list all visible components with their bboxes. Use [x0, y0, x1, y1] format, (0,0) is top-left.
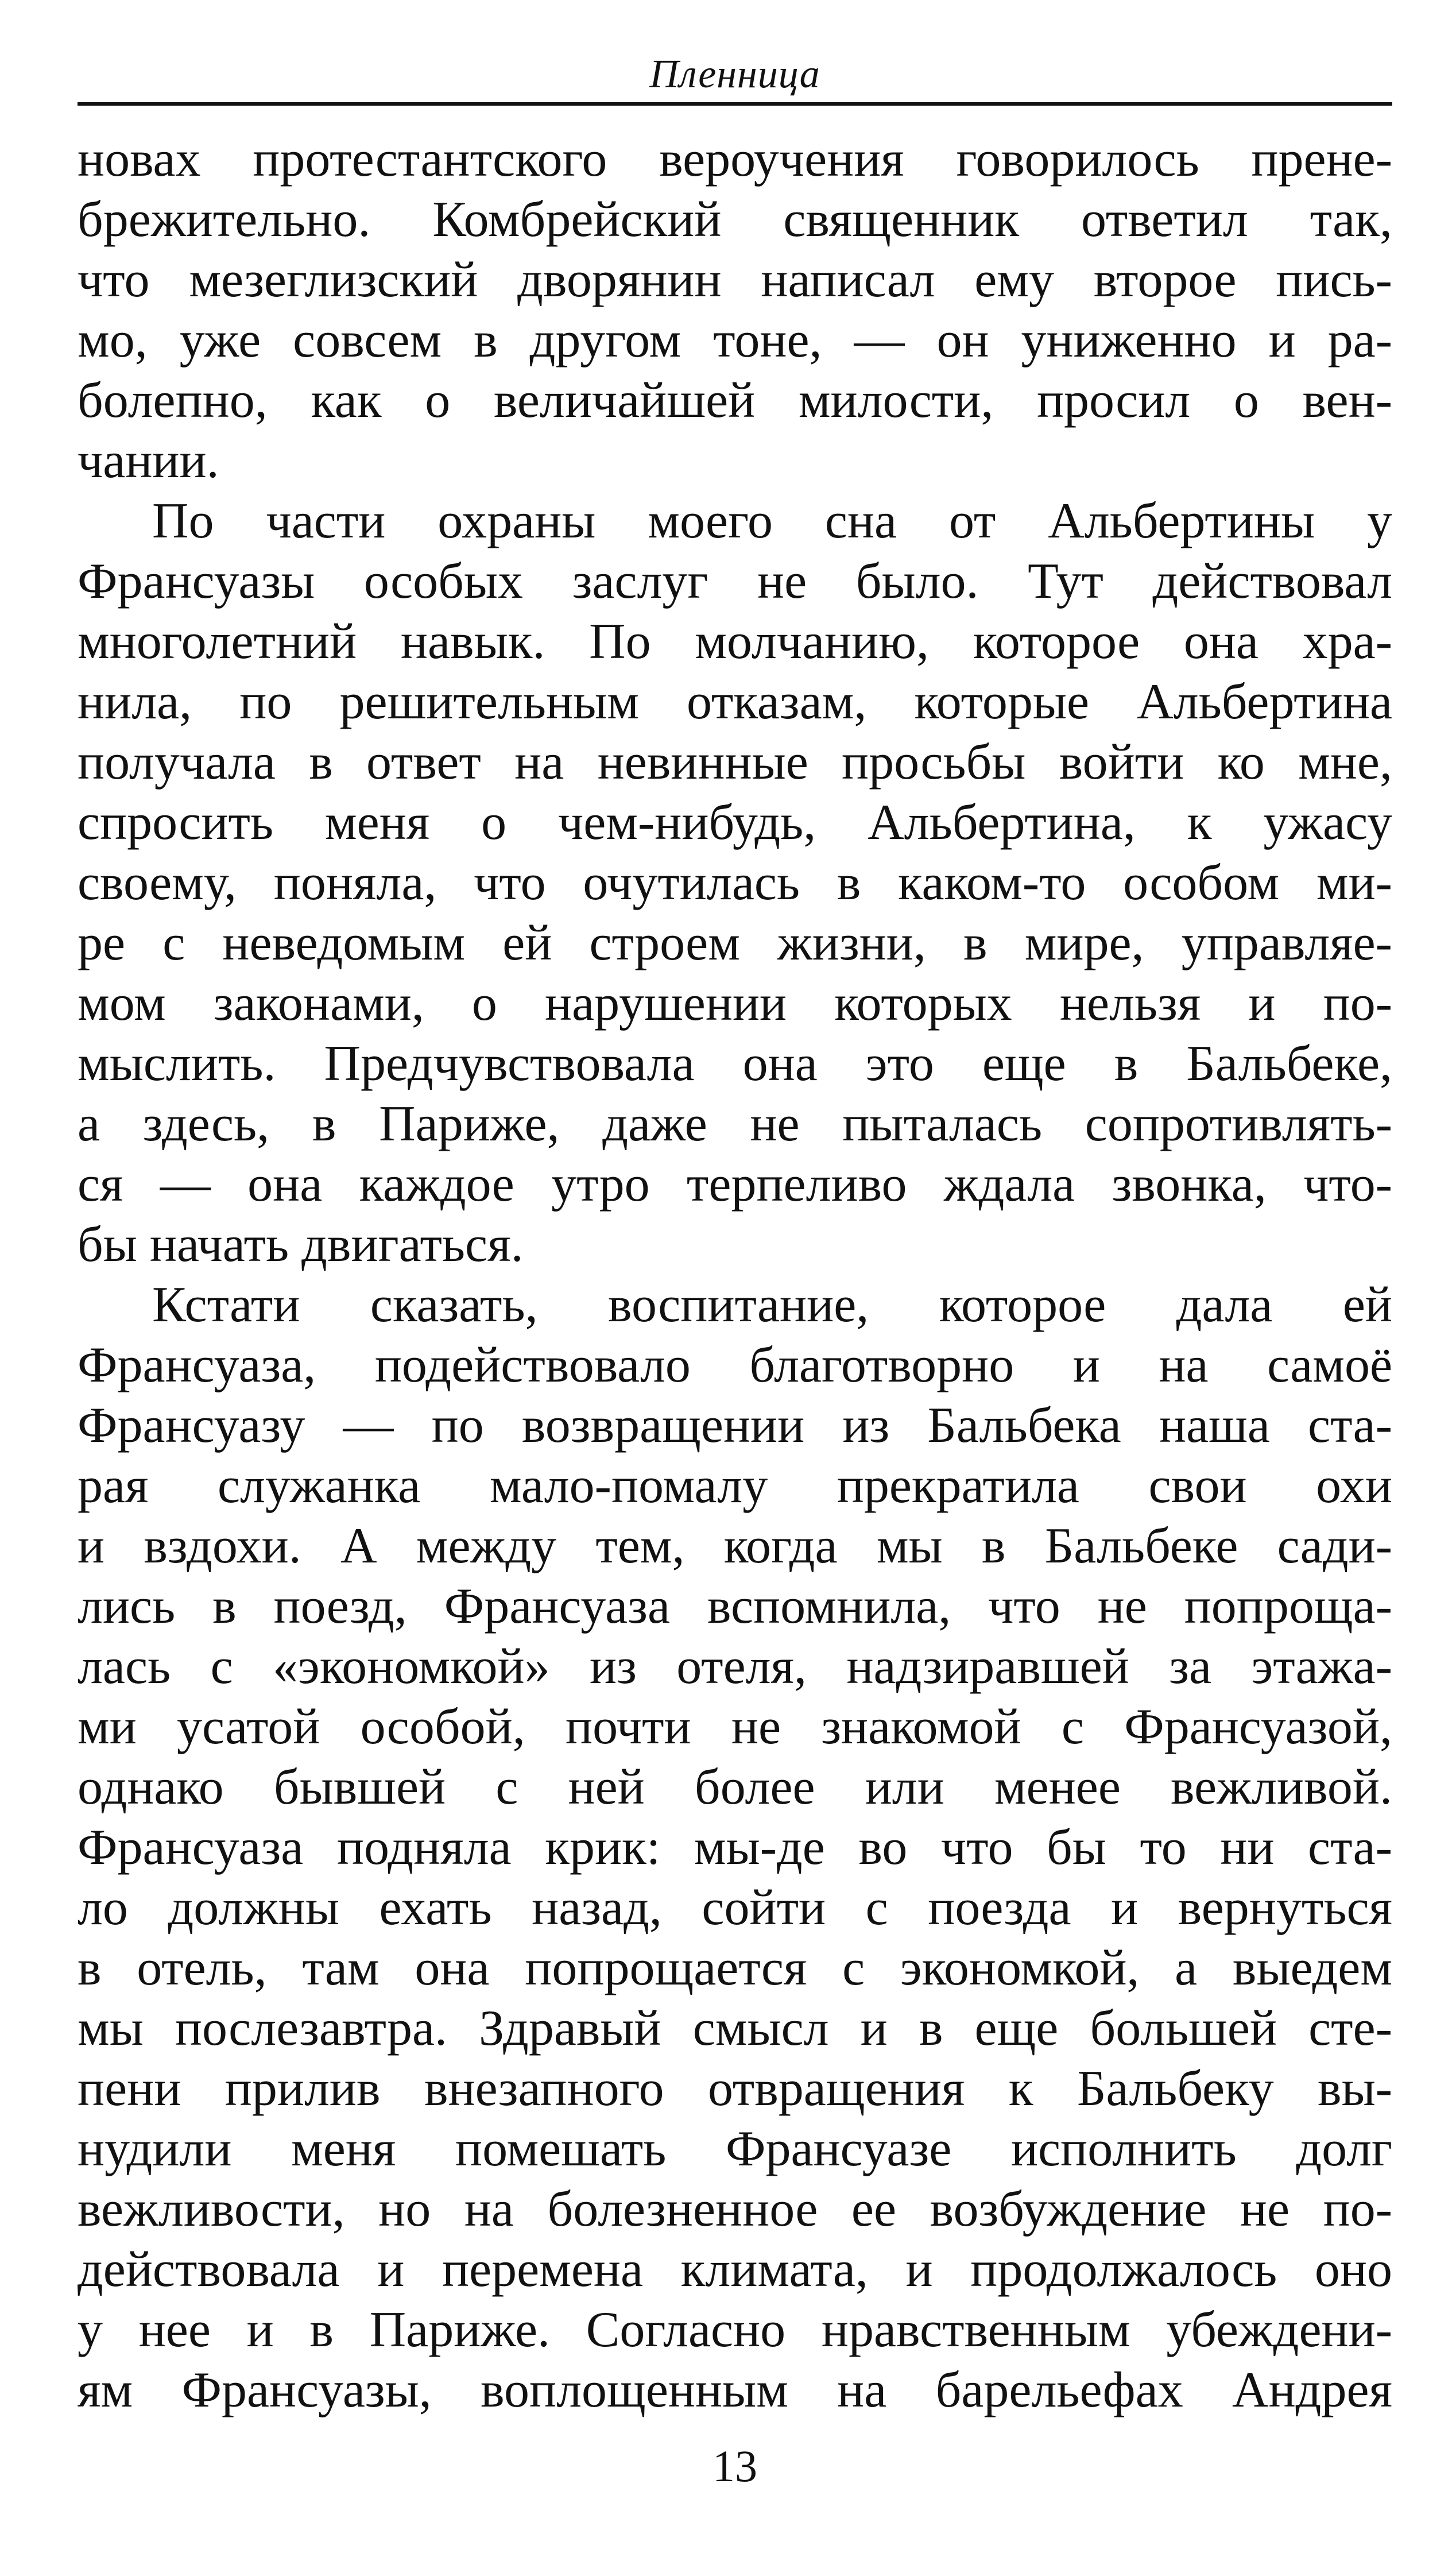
text-line: мо, уже совсем в другом тоне, — он униженно и ра- — [78, 312, 1392, 368]
text-line: многолетний навык. По молчанию, которое она хра- — [78, 614, 1392, 670]
text-line: Франсуазы особых заслуг не было. Тут действовал — [78, 554, 1392, 609]
text-line: Франсуаза, подействовало благотворно и на самоё — [78, 1337, 1392, 1393]
text-line: брежительно. Комбрейский священник ответил так, — [78, 192, 1392, 247]
text-line: ми усатой особой, почти не знакомой с Франсуазой, — [78, 1699, 1392, 1755]
book-page — [78, 0, 1392, 2557]
text-line: мом законами, о нарушении которых нельзя и по- — [78, 976, 1392, 1031]
text-line: спросить меня о чем-нибудь, Альбертина, к ужасу — [78, 795, 1392, 850]
text-line: и вздохи. А между тем, когда мы в Бальбеке сади- — [78, 1518, 1392, 1574]
text-line: лась с «экономкой» из отеля, надзиравшей за этажа- — [78, 1639, 1392, 1695]
text-line: ся — она каждое утро терпеливо ждала звонка, что- — [78, 1156, 1392, 1212]
text-line: действовала и перемена климата, и продолжалось оно — [78, 2242, 1392, 2297]
text-line: Франсуаза подняла крик: мы-де во что бы то ни ста- — [78, 1820, 1392, 1875]
text-line: рая служанка мало-помалу прекратила свои охи — [78, 1458, 1392, 1514]
text-line: болепно, как о величайшей милости, просил о вен- — [78, 373, 1392, 428]
text-line: в отель, там она попрощается с экономкой, а выедем — [78, 1940, 1392, 1996]
text-line: бы начать двигаться. — [78, 1217, 524, 1272]
text-line: однако бывшей с ней более или менее вежливой. — [78, 1759, 1392, 1815]
text-line: ло должны ехать назад, сойти с поезда и вернуться — [78, 1880, 1392, 1936]
text-line: у нее и в Париже. Согласно нравственным убеждени- — [78, 2302, 1392, 2358]
text-line: своему, поняла, что очутилась в каком-то особом ми- — [78, 855, 1392, 911]
text-line: нудили меня помешать Франсуазе исполнить долг — [78, 2121, 1392, 2177]
paragraph-first-line: По части охраны моего сна от Альбертины у — [152, 493, 1392, 549]
text-line: нила, по решительным отказам, которые Альбертина — [78, 674, 1392, 730]
text-line: пени прилив внезапного отвращения к Бальбеку вы- — [78, 2061, 1392, 2117]
text-line: что мезеглизский дворянин написал ему второе пись- — [78, 252, 1392, 308]
text-line: чании. — [78, 433, 219, 489]
text-line: вежливости, но на болезненное ее возбуждение не по- — [78, 2181, 1392, 2237]
text-line: лись в поезд, Франсуаза вспомнила, что не попроща- — [78, 1579, 1392, 1634]
header-rule — [78, 102, 1392, 106]
text-line: получала в ответ на невинные просьбы войти ко мне, — [78, 734, 1392, 790]
running-head: Пленница — [649, 52, 820, 96]
text-line: ре с неведомым ей строем жизни, в мире, управляе- — [78, 915, 1392, 971]
text-line: а здесь, в Париже, даже не пыталась сопротивлять- — [78, 1096, 1392, 1152]
body-text — [78, 129, 1392, 2420]
page-number: 13 — [712, 2441, 757, 2491]
text-line: мыслить. Предчувствовала она это еще в Бальбеке, — [78, 1036, 1392, 1092]
text-line: мы послезавтра. Здравый смысл и в еще большей сте- — [78, 2001, 1392, 2056]
text-line: новах протестантского вероучения говорилось прене- — [78, 131, 1392, 187]
text-line: ям Франсуазы, воплощенным на барельефах Андрея — [78, 2362, 1392, 2418]
text-line: Франсуазу — по возвращении из Бальбека наша ста- — [78, 1398, 1392, 1453]
paragraph-first-line: Кстати сказать, воспитание, которое дала ей — [152, 1277, 1392, 1333]
